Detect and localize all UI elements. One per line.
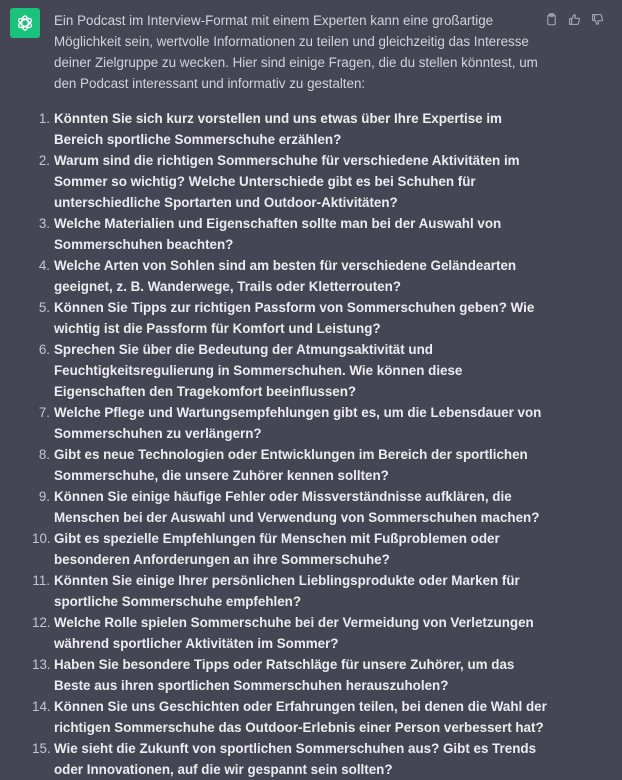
list-item-text: Können Sie einige häufige Fehler oder Missverständnisse aufklären, die Menschen bei der Auswahl und Verwendung von Sommerschuhen machen? [54, 489, 540, 525]
list-item-text: Gibt es spezielle Empfehlungen für Menschen mit Fußproblemen oder besonderen Anforderungen an ihre Sommerschuhe? [54, 531, 500, 567]
list-item-text: Sprechen Sie über die Bedeutung der Atmungsaktivität und Feuchtigkeitsregulierung in Sommerschuhen. Wie können diese Eigenschaften den Tragekomfort beeinflussen? [54, 342, 463, 399]
list-item-text: Welche Rolle spielen Sommerschuhe bei der Vermeidung von Verletzungen während sportlicher Aktivitäten im Sommer? [54, 615, 534, 651]
list-item [38, 339, 550, 402]
list-item-text: Könnten Sie sich kurz vorstellen und uns etwas über Ihre Expertise im Bereich sportliche Sommerschuhe erzählen? [54, 111, 502, 147]
list-item-text: Gibt es neue Technologien oder Entwicklungen im Bereich der sportlichen Sommerschuhe, die unsere Zuhörer kennen sollten? [54, 447, 528, 483]
list-item [32, 570, 550, 612]
list-item-text: Welche Pflege und Wartungsempfehlungen gibt es, um die Lebensdauer von Sommerschuhen zu verlängern? [54, 405, 542, 441]
list-item [38, 444, 550, 486]
message-actions [544, 12, 604, 26]
list-item-number: 3. [38, 216, 50, 231]
list-item [32, 696, 550, 738]
list-item [38, 297, 550, 339]
dislike-button[interactable] [590, 12, 604, 26]
clipboard-icon [545, 13, 558, 26]
list-item-text: Warum sind die richtigen Sommerschuhe für verschiedene Aktivitäten im Sommer so wichtig? Welche Unterschiede gibt es bei Schuhen für unterschiedliche Sportarten und Outdoor-Aktivitäten? [54, 153, 520, 210]
like-button[interactable] [567, 12, 581, 26]
list-item-number: 8. [38, 447, 50, 462]
list-item-number: 9. [38, 489, 50, 504]
question-list [32, 108, 550, 780]
intro-paragraph: Ein Podcast im Interview-Format mit einem Experten kann eine großartige Möglichkeit sein, wertvolle Informationen zu teilen und gleichzeitig das Interesse deiner Zielgruppe zu wecken. Hier sind einige Fragen, die du stellen könntest, um den Podcast interessant und informativ zu gestalten: [54, 13, 538, 91]
list-item [38, 150, 550, 213]
list-item-number: 6. [38, 342, 50, 357]
thumbs-down-icon [591, 13, 604, 26]
list-item [38, 213, 550, 255]
list-item [38, 255, 550, 297]
assistant-avatar [10, 8, 40, 38]
thumbs-up-icon [568, 13, 581, 26]
list-item-number: 15. [32, 741, 51, 756]
list-item-text: Haben Sie besondere Tipps oder Ratschläge für unsere Zuhörer, um das Beste aus ihren sportlichen Sommerschuhen herauszuholen? [54, 657, 515, 693]
list-item-number: 13. [32, 657, 51, 672]
list-item-number: 12. [32, 615, 51, 630]
list-item-number: 11. [32, 573, 50, 588]
list-item-number: 5. [38, 300, 50, 315]
list-item-text: Welche Arten von Sohlen sind am besten für verschiedene Geländearten geeignet, z. B. Wanderwege, Trails oder Kletterrouten? [54, 258, 517, 294]
list-item-text: Können Sie Tipps zur richtigen Passform von Sommerschuhen geben? Wie wichtig ist die Passform für Komfort und Leistung? [54, 300, 535, 336]
list-item-text: Könnten Sie einige Ihrer persönlichen Lieblingsprodukte oder Marken für sportliche Sommerschuhe empfehlen? [54, 573, 520, 609]
list-item-number: 7. [38, 405, 50, 420]
copy-button[interactable] [544, 12, 558, 26]
list-item [32, 528, 550, 570]
list-item [38, 108, 550, 150]
list-item-number: 4. [38, 258, 50, 273]
list-item-text: Können Sie uns Geschichten oder Erfahrungen teilen, bei denen die Wahl der richtigen Sommerschuhe das Outdoor-Erlebnis einer Person verbessert hat? [54, 699, 547, 735]
list-item [32, 654, 550, 696]
list-item-number: 10. [32, 531, 51, 546]
list-item-number: 2. [38, 153, 50, 168]
openai-logo-icon [15, 13, 35, 33]
list-item [38, 486, 550, 528]
list-item-text: Wie sieht die Zukunft von sportlichen Sommerschuhen aus? Gibt es Trends oder Innovationen, auf die wir gespannt sein sollten? [54, 741, 537, 777]
list-item [38, 402, 550, 444]
list-item-number: 14. [32, 699, 51, 714]
list-item [32, 612, 550, 654]
list-item [32, 738, 550, 780]
list-item-text: Welche Materialien und Eigenschaften sollte man bei der Auswahl von Sommerschuhen beachten? [54, 216, 502, 252]
list-item-number: 1. [38, 111, 50, 126]
